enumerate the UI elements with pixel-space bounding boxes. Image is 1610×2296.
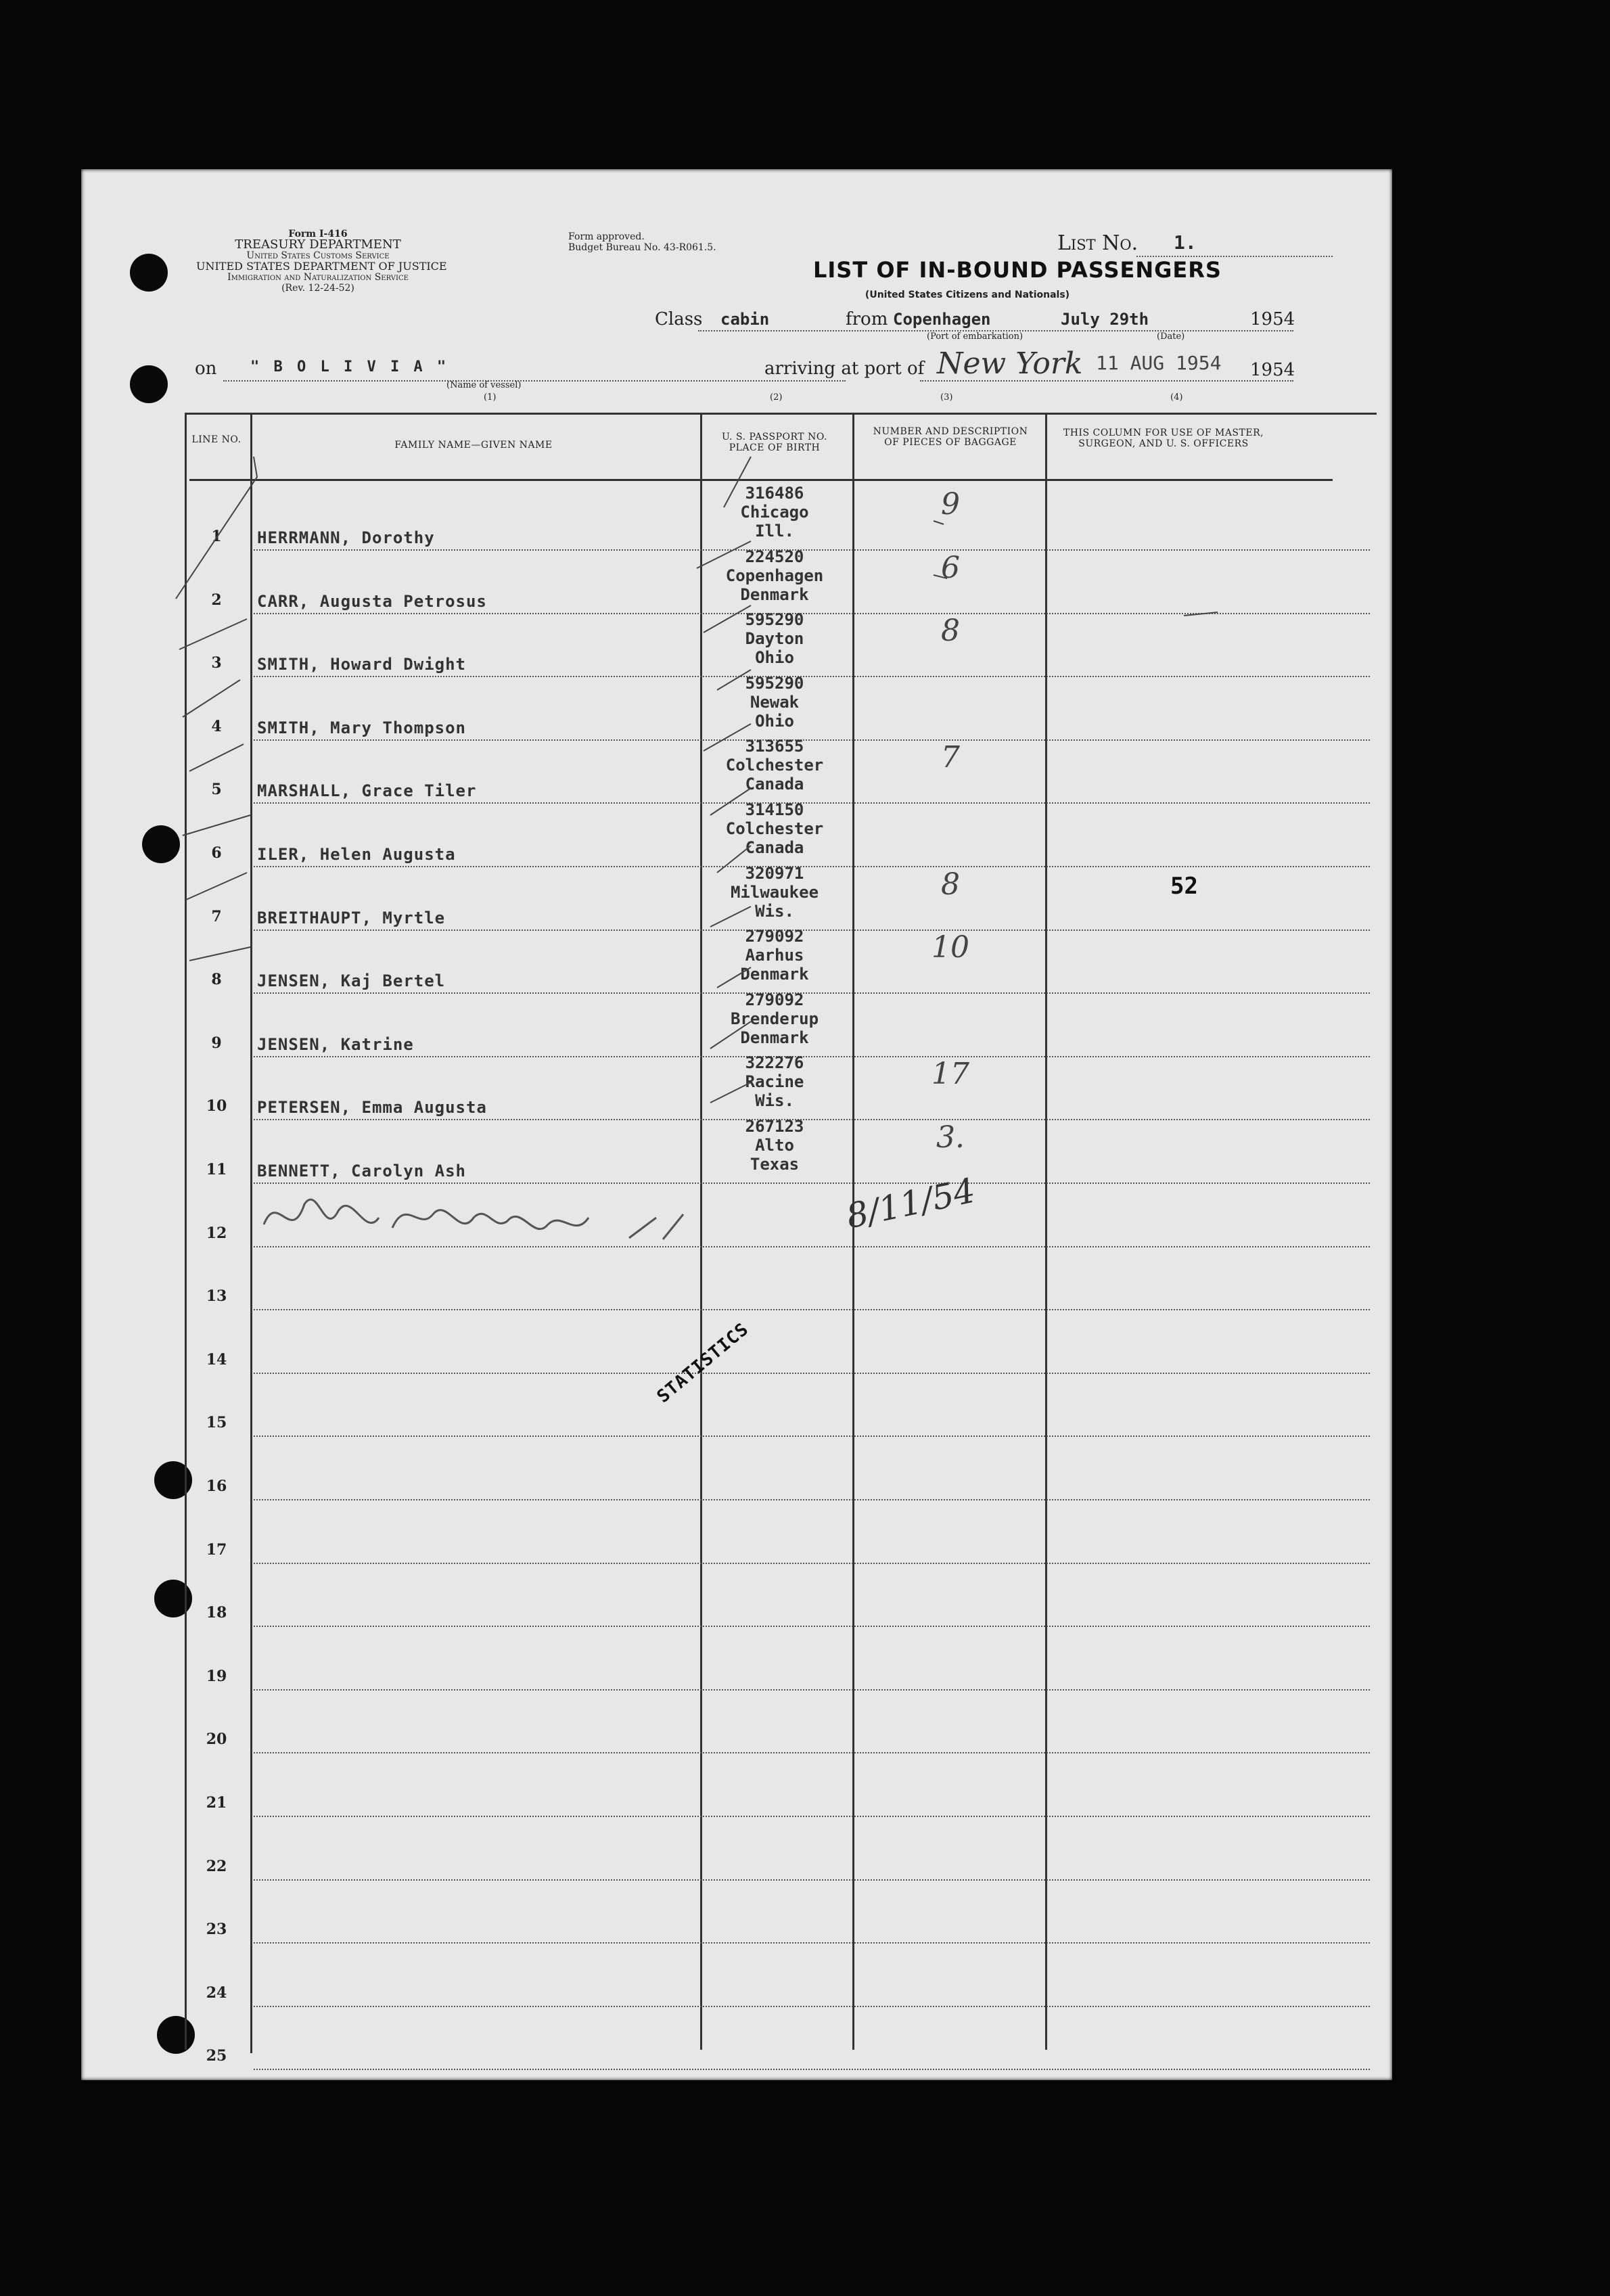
vessel-caption: (Name of vessel) bbox=[446, 380, 522, 390]
arrival-date-stamp: 11 AUG 1954 bbox=[1096, 352, 1222, 374]
punch-hole bbox=[157, 2016, 195, 2054]
from-label: from bbox=[846, 309, 888, 329]
line-number: 7 bbox=[211, 907, 222, 925]
place-of-birth: Milwaukee bbox=[730, 882, 819, 902]
place-of-birth: Canada bbox=[745, 775, 804, 794]
place-of-birth: Newak bbox=[750, 692, 800, 712]
check-marks bbox=[169, 453, 1319, 1400]
line-number: 16 bbox=[206, 1477, 227, 1495]
place-of-birth: Denmark bbox=[740, 584, 809, 604]
form-title: LIST OF IN-BOUND PASSENGERS bbox=[813, 257, 1222, 283]
place-of-birth: Alto bbox=[755, 1136, 794, 1155]
line-number: 24 bbox=[206, 1983, 227, 2002]
officer-number: 52 bbox=[1170, 873, 1198, 900]
statistics-stamp: STATISTICS bbox=[653, 1318, 753, 1407]
passport-number: 595290 bbox=[745, 610, 804, 630]
form-approved: Form approved. bbox=[568, 231, 645, 242]
passenger-name: BENNETT, Carolyn Ash bbox=[257, 1162, 466, 1180]
line-number: 4 bbox=[211, 717, 222, 735]
from-value: Copenhagen bbox=[893, 310, 991, 329]
table-row-rule bbox=[254, 2006, 1370, 2007]
line-number: 1 bbox=[211, 528, 222, 545]
baggage-count: 8 bbox=[941, 867, 960, 902]
line-number: 15 bbox=[206, 1414, 227, 1432]
place-of-birth: Ohio bbox=[755, 648, 794, 668]
table-row-rule bbox=[254, 1499, 1370, 1500]
place-of-birth: Ohio bbox=[755, 711, 794, 731]
line-number: 19 bbox=[206, 1667, 227, 1685]
table-row-rule bbox=[254, 1563, 1370, 1564]
place-of-birth: Chicago bbox=[740, 503, 809, 522]
line-number: 2 bbox=[211, 591, 222, 609]
arrival-port: New York bbox=[937, 346, 1083, 381]
list-no-value: 1. bbox=[1174, 231, 1197, 254]
line-number: 18 bbox=[206, 1604, 227, 1622]
baggage-count: 6 bbox=[941, 550, 960, 585]
place-of-birth: Aarhus bbox=[745, 946, 804, 965]
passenger-name: PETERSEN, Emma Augusta bbox=[257, 1098, 487, 1118]
ins-service: Immigration and Naturalization Service bbox=[227, 272, 409, 283]
passenger-name: BREITHAUPT, Myrtle bbox=[257, 908, 446, 927]
place-of-birth: Dayton bbox=[745, 629, 804, 649]
punch-hole bbox=[130, 365, 168, 403]
place-of-birth: Copenhagen bbox=[725, 566, 824, 585]
revision: (Rev. 12-24-52) bbox=[281, 283, 354, 294]
line-number: 3 bbox=[211, 654, 222, 672]
arriving-label: arriving at port of bbox=[764, 359, 925, 379]
header-passport: U. S. PASSPORT NO. PLACE OF BIRTH bbox=[722, 432, 827, 453]
document-page bbox=[81, 169, 1392, 2080]
line-number: 12 bbox=[206, 1224, 227, 1242]
place-of-birth: Wis. bbox=[755, 901, 794, 921]
baggage-count: 9 bbox=[941, 487, 960, 522]
date-caption: (Date) bbox=[1157, 331, 1185, 342]
department: TREASURY DEPARTMENT bbox=[235, 237, 401, 252]
passenger-name: MARSHALL, Grace Tiler bbox=[257, 781, 477, 801]
table-row-rule bbox=[254, 2069, 1370, 2070]
col-ref-2: (2) bbox=[770, 392, 783, 403]
passport-number: 595290 bbox=[745, 673, 804, 693]
passport-number: 314150 bbox=[745, 800, 804, 819]
line-number: 14 bbox=[206, 1350, 227, 1369]
col-ref-1: (1) bbox=[484, 392, 497, 403]
baggage-count: 7 bbox=[941, 740, 960, 775]
place-of-birth: Colchester bbox=[725, 819, 824, 838]
table-row-rule bbox=[254, 1436, 1370, 1437]
passenger-name: ILER, Helen Augusta bbox=[257, 845, 456, 864]
punch-hole bbox=[130, 254, 168, 292]
vessel-name: " B O L I V I A " bbox=[250, 359, 449, 375]
form-id-block bbox=[196, 229, 447, 294]
passport-number: 322276 bbox=[745, 1053, 804, 1073]
place-of-birth: Brenderup bbox=[730, 1009, 819, 1028]
class-label: Class bbox=[655, 309, 703, 329]
passport-number: 313655 bbox=[745, 737, 804, 756]
line-number: 23 bbox=[206, 1921, 227, 1939]
place-of-birth: Racine bbox=[745, 1072, 804, 1092]
vessel-rule bbox=[223, 380, 846, 382]
line-number: 8 bbox=[211, 971, 222, 989]
baggage-count: 10 bbox=[932, 930, 969, 965]
passport-number: 267123 bbox=[745, 1117, 804, 1136]
header-line-no: LINE NO. bbox=[191, 434, 242, 445]
baggage-count: 8 bbox=[941, 614, 960, 649]
passenger-name: JENSEN, Kaj Bertel bbox=[257, 971, 446, 991]
signature-date: 8/11/54 bbox=[843, 1170, 979, 1237]
passenger-name: JENSEN, Katrine bbox=[257, 1034, 414, 1054]
baggage-count: 3. bbox=[936, 1120, 965, 1155]
class-value: cabin bbox=[720, 310, 770, 329]
passport-number: 279092 bbox=[745, 927, 804, 946]
line-number: 17 bbox=[206, 1540, 227, 1559]
list-no-label: List No. bbox=[1057, 231, 1138, 255]
approval-block bbox=[568, 231, 716, 253]
place-of-birth: Colchester bbox=[725, 756, 824, 775]
place-of-birth: Ill. bbox=[755, 522, 794, 541]
passenger-name: HERRMANN, Dorothy bbox=[257, 528, 435, 547]
table-row-rule bbox=[254, 1942, 1370, 1944]
line-number: 10 bbox=[206, 1097, 227, 1116]
arrival-year: 1954 bbox=[1250, 360, 1295, 380]
passport-number: 279092 bbox=[745, 990, 804, 1009]
line-number: 9 bbox=[211, 1034, 222, 1052]
table-row-rule bbox=[254, 1879, 1370, 1881]
justice-department: UNITED STATES DEPARTMENT OF JUSTICE bbox=[196, 260, 447, 273]
passenger-name: SMITH, Howard Dwight bbox=[257, 655, 466, 674]
header-baggage: NUMBER AND DESCRIPTION OF PIECES OF BAGGAGE bbox=[873, 426, 1028, 448]
header-name: FAMILY NAME—GIVEN NAME bbox=[394, 440, 553, 451]
header-officers: THIS COLUMN FOR USE OF MASTER, SURGEON, AND U. S. OFFICERS bbox=[1063, 428, 1264, 449]
passport-number: 320971 bbox=[745, 863, 804, 883]
place-of-birth: Denmark bbox=[740, 1028, 809, 1047]
place-of-birth: Canada bbox=[745, 838, 804, 857]
line-number: 22 bbox=[206, 1857, 227, 1875]
line-number: 25 bbox=[206, 2047, 227, 2065]
place-of-birth: Wis. bbox=[755, 1091, 794, 1111]
budget-bureau: Budget Bureau No. 43-R061.5. bbox=[568, 242, 716, 253]
table-row-rule bbox=[254, 1626, 1370, 1627]
table-row-rule bbox=[254, 1752, 1370, 1753]
form-number: Form I-416 bbox=[288, 229, 348, 239]
baggage-count: 17 bbox=[932, 1057, 969, 1092]
place-of-birth: Texas bbox=[750, 1155, 800, 1174]
customs-service: United States Customs Service bbox=[246, 250, 390, 261]
place-of-birth: Denmark bbox=[740, 965, 809, 984]
on-label: on bbox=[195, 359, 217, 379]
col-ref-4: (4) bbox=[1170, 392, 1183, 403]
line-number: 11 bbox=[206, 1161, 227, 1178]
arrival-rule bbox=[920, 380, 1293, 382]
passport-number: 316486 bbox=[745, 484, 804, 503]
departure-year: 1954 bbox=[1250, 309, 1295, 329]
line-number: 21 bbox=[206, 1794, 227, 1812]
passenger-name: SMITH, Mary Thompson bbox=[257, 718, 466, 737]
col-ref-3: (3) bbox=[940, 392, 953, 403]
line-number: 5 bbox=[211, 781, 222, 799]
port-embark-caption: (Port of embarkation) bbox=[927, 331, 1024, 342]
departure-date: July 29th bbox=[1061, 310, 1149, 329]
line-number: 20 bbox=[206, 1730, 227, 1749]
table-row-rule bbox=[254, 1816, 1370, 1817]
form-subtitle: (United States Citizens and Nationals) bbox=[865, 290, 1070, 300]
line-number: 6 bbox=[211, 844, 222, 862]
table-top-border bbox=[186, 413, 1377, 415]
table-row-rule bbox=[254, 1689, 1370, 1691]
passport-number: 224520 bbox=[745, 547, 804, 566]
passenger-name: CARR, Augusta Petrosus bbox=[257, 591, 487, 611]
line-number: 13 bbox=[206, 1287, 227, 1306]
